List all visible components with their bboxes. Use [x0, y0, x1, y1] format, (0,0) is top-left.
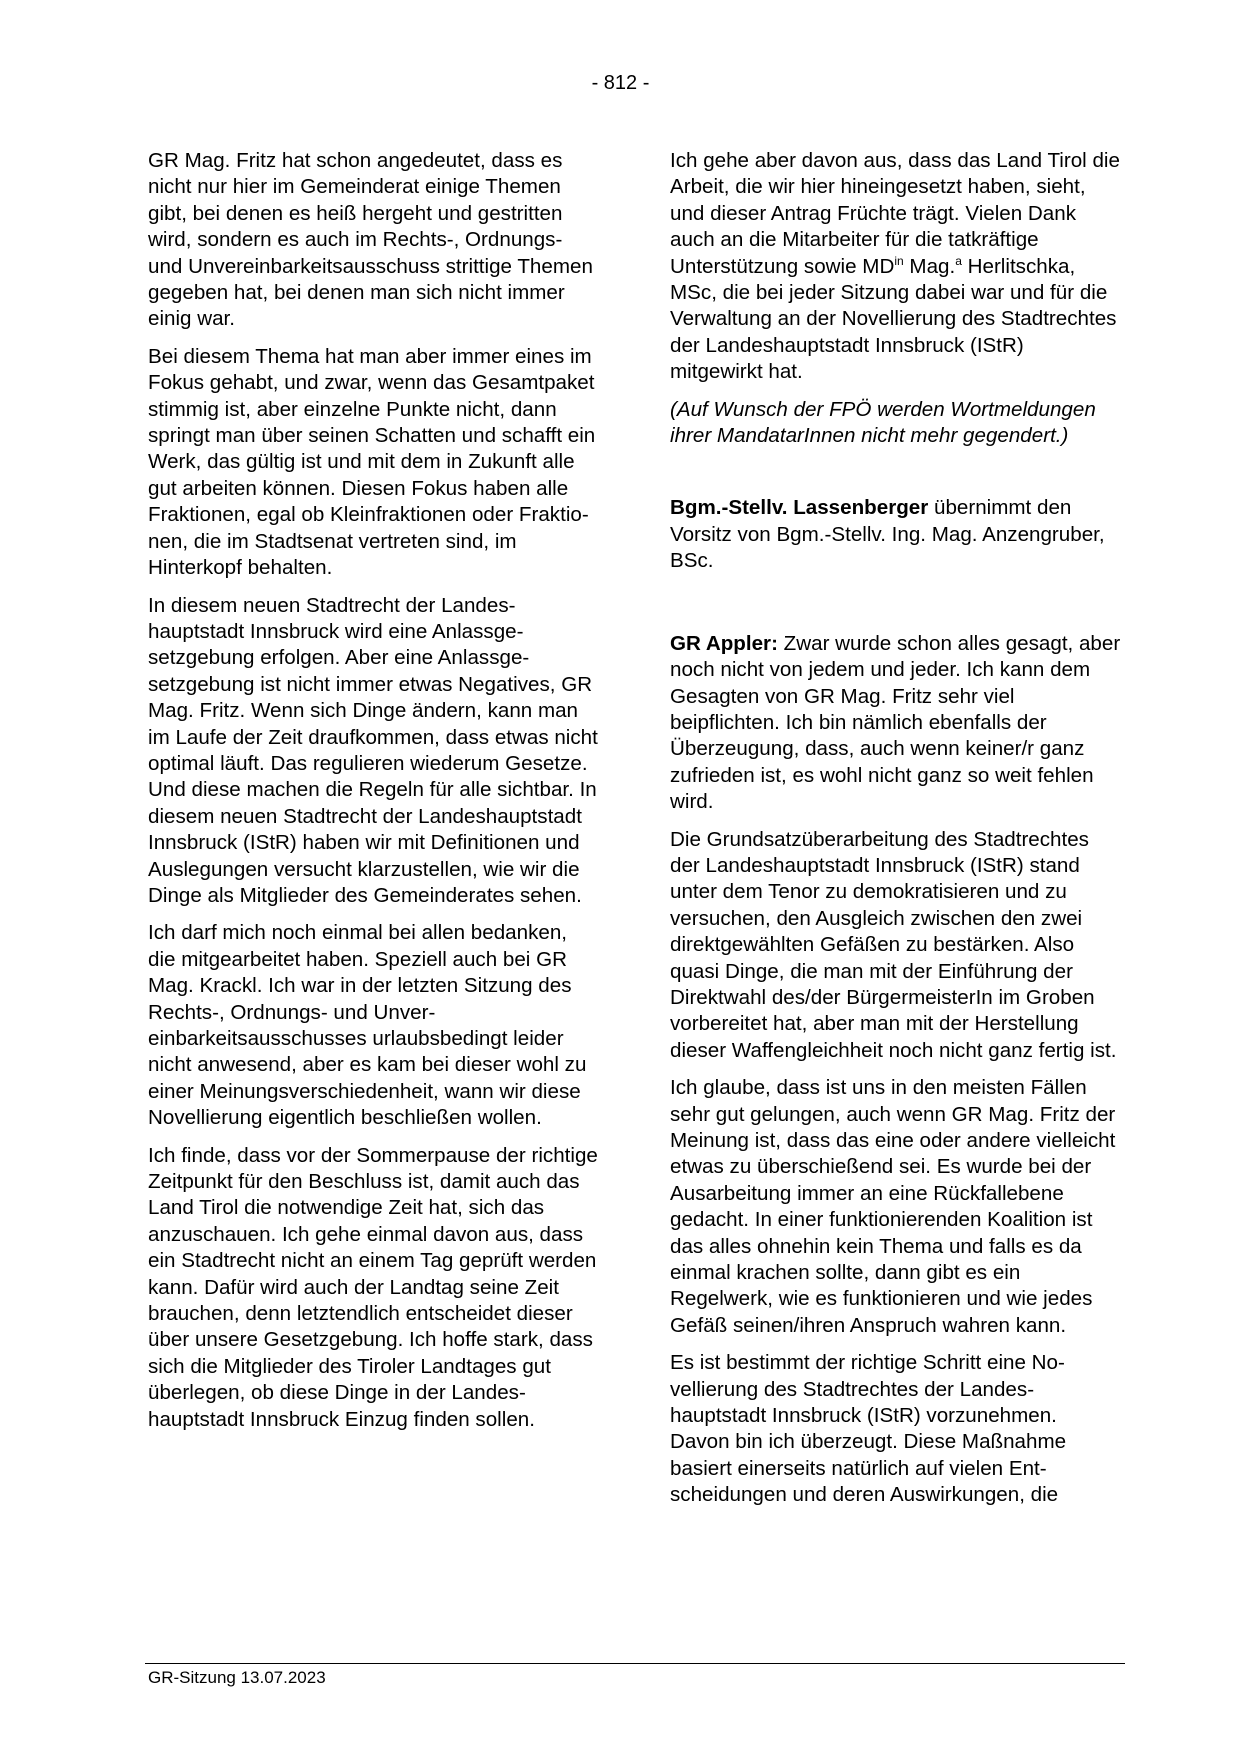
right-column: [670, 148, 1122, 1520]
chair-name: Bgm.-Stellv. Lassenberger: [670, 496, 929, 520]
paragraph-text: Herlitschka, MSc, die bei jeder Sitzung dabei war und für die Verwaltung an der Novellierung des Stadtrechtes der Landeshauptstadt Innsbruck (IStR) mitgewirkt hat.: [670, 254, 1117, 384]
paragraph: [670, 148, 1122, 386]
paragraph: Es ist bestimmt der richtige Schritt eine Novellierung des Stadtrechtes der Landeshauptstadt Innsbruck (IStR) vorzunehmen. Davon bin ich überzeugt. Diese Maßnahme basiert einerseits natürlich auf vielen Entscheidungen und deren Auswirkungen, die: [670, 1351, 1067, 1507]
paragraph: Ich finde, dass vor der Sommerpause der richtige Zeitpunkt für den Beschluss ist, damit auch das Land Tirol die notwendige Zeit hat, sich das anzuschauen. Ich gehe einmal davon aus, dass ein Stadtrecht nicht an einem Tag geprüft werden kann. Dafür wird auch der Landtag seine Zeit brauchen, denn letztendlich entscheidet dieser über unsere Gesetzgebung. Ich hoffe stark, dass sich die Mitglieder des Tiroler Landtages gut überlegen, ob diese Dinge in der Landeshauptstadt Innsbruck Einzug finden sollen.: [148, 1143, 598, 1431]
paragraph-text: Ich gehe aber davon aus, dass das Land Tirol die Arbeit, die wir hier hineingesetzt haben, sieht, und dieser Antrag Früchte trägt. Vielen Dank auch an die Mitarbeiter für die tatkräftige Unterstützung sowie MD: [670, 149, 1120, 278]
paragraph: Die Grundsatzüberarbeitung des Stadtrechtes der Landeshauptstadt Innsbruck (IStR) stand unter dem Tenor zu demokratisieren und zu versuchen, den Ausgleich zwischen den zwei direktgewählten Gefäßen zu bestärken. Also quasi Dinge, die man mit der Einführung der Direktwahl des/der BürgermeisterIn im Groben vorbereitet hat, aber man mit der Herstellung dieser Waffengleichheit noch nicht ganz fertig ist.: [670, 827, 1117, 1062]
chair-change-notice: [670, 495, 1122, 574]
superscript: in: [894, 253, 904, 268]
speaker-text: Zwar wurde schon alles gesagt, aber noch nicht von jedem und jeder. Ich kann dem Gesagten von GR Mag. Fritz sehr viel beipflichten. Ich bin nämlich ebenfalls der Überzeugung, dass, auch wenn keiner/r ganz zufrieden ist, es wohl nicht ganz so weit fehlen wird.: [670, 631, 1121, 814]
left-column: [148, 148, 600, 1444]
paragraph: Bei diesem Thema hat man aber immer eines im Fokus gehabt, und zwar, wenn das Gesamtpaket stimmig ist, aber einzelne Punkte nicht, dann springt man über seinen Schatten und schafft ein Werk, das gültig ist und mit dem in Zukunft alle gut arbeiten können. Diesen Fokus haben alle Fraktionen, egal ob Kleinfraktionen oder Fraktionen, die im Stadtsenat vertreten sind, im Hinterkopf behalten.: [148, 344, 596, 580]
chair-text: übernimmt den Vorsitz von Bgm.-Stellv. Ing. Mag. Anzengruber, BSc.: [670, 496, 1105, 573]
paragraph: In diesem neuen Stadtrecht der Landeshauptstadt Innsbruck wird eine Anlassgesetzgebung erfolgen. Aber eine Anlassgesetzgebung ist nicht immer etwas Negatives, GR Mag. Fritz. Wenn sich Dinge ändern, kann man im Laufe der Zeit draufkommen, dass etwas nicht optimal läuft. Das regulieren wiederum Gesetze. Und diese machen die Regeln für alle sichtbar. In diesem neuen Stadtrecht der Landeshauptstadt Innsbruck (IStR) haben wir mit Definitionen und Auslegungen versucht klarzustellen, wie wir die Dinge als Mitglieder des Gemeinderates sehen.: [148, 593, 598, 907]
paragraph: Ich glaube, dass ist uns in den meisten Fällen sehr gut gelungen, auch wenn GR Mag. Fritz der Meinung ist, dass das eine oder andere vielleicht etwas zu überschießend sei. Es wurde bei der Ausarbeitung immer an eine Rückfallebene gedacht. In einer funktionierenden Koalition ist das alles ohnehin kein Thema und falls es da einmal krachen sollte, dann gibt es ein Regelwerk, wie es funktionieren und wie jedes Gefäß seinen/ihren Anspruch wahren kann.: [670, 1076, 1116, 1337]
footer-session-date: GR-Sitzung 13.07.2023: [148, 1668, 326, 1687]
speaker-name: GR Appler:: [670, 631, 778, 655]
paragraph: GR Mag. Fritz hat schon angedeutet, dass es nicht nur hier im Gemeinderat einige Themen gibt, bei denen es heiß hergeht und gestritten wird, sondern es auch im Rechts-, Ordnungs- und Unvereinbarkeitsausschuss strittige Themen gegeben hat, bei denen man sich nicht immer einig war.: [148, 149, 593, 331]
footer-divider: [145, 1663, 1125, 1664]
superscript: a: [955, 253, 962, 268]
page-number: - 812 -: [591, 72, 650, 94]
speaker-paragraph: [670, 631, 1122, 816]
paragraph-text: Mag.: [903, 254, 956, 278]
paragraph: Ich darf mich noch einmal bei allen bedanken, die mitgearbeitet haben. Speziell auch bei GR Mag. Krackl. Ich war in der letzten Sitzung des Rechts-, Ordnungs- und Unvereinbarkeitsausschusses urlaubsbedingt leider nicht anwesend, aber es kam bei dieser wohl zu einer Meinungsverschiedenheit, wann wir diese Novellierung eigentlich beschließen wollen.: [148, 921, 587, 1130]
editorial-note: (Auf Wunsch der FPÖ werden Wortmeldungen ihrer MandatarInnen nicht mehr gegendert.): [670, 397, 1096, 448]
